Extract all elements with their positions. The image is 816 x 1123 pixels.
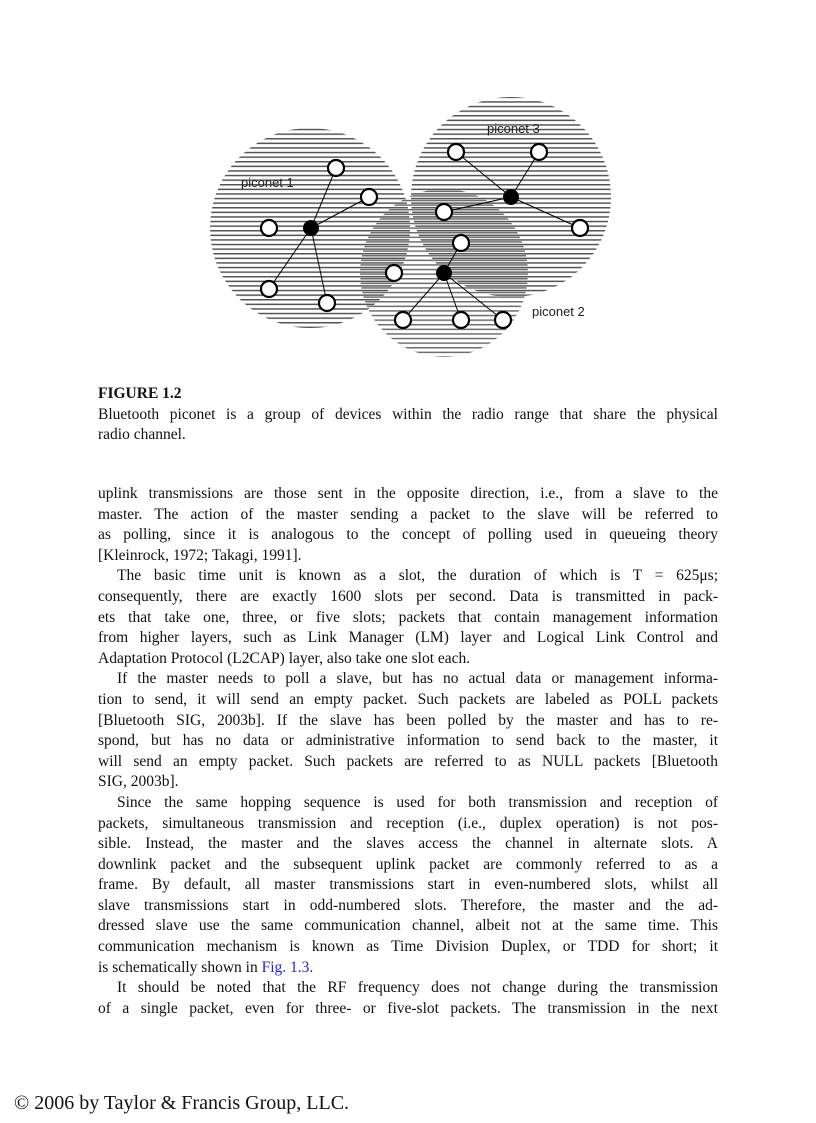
text-line: [98, 958, 718, 979]
text-line: SIG, 2003b].: [98, 773, 179, 791]
text-line: will send an empty packet. Such packets are referred to as NULL packets [Bluetooth: [98, 752, 718, 770]
text-line: from higher layers, such as Link Manager (LM) layer and Logical Link Control and: [98, 629, 718, 647]
text-line: [Kleinrock, 1972; Takagi, 1991].: [98, 546, 302, 564]
text-line: Since the same hopping sequence is used for both transmission and reception of: [117, 793, 718, 811]
text-line: consequently, there are exactly 1600 slots per second. Data is transmitted in pack-: [98, 587, 718, 605]
text-line: It should be noted that the RF frequency does not change during the transmission: [117, 979, 718, 997]
figure-number: FIGURE 1.2: [98, 385, 182, 402]
text-line: master. The action of the master sending a packet to the slave will be referred to: [98, 505, 718, 523]
piconet-3-label: piconet 3: [487, 121, 540, 136]
text-line: as polling, since it is analogous to the concept of polling used in queueing theory: [98, 526, 718, 544]
text-line: If the master needs to poll a slave, but has no actual data or management informa-: [117, 670, 718, 688]
text-line: tion to send, it will send an empty packet. Such packets are labeled as POLL packets: [98, 690, 718, 708]
text-line: packets, simultaneous transmission and reception (i.e., duplex operation) is not pos-: [98, 814, 718, 832]
text-line: slave transmissions start in odd-numbered slots. Therefore, the master and the ad-: [98, 896, 718, 914]
text-line: downlink packet and the subsequent uplink packet are commonly referred to as a: [98, 855, 718, 873]
text-line: [Bluetooth SIG, 2003b]. If the slave has been polled by the master and has to re-: [98, 711, 718, 729]
text-line: sible. Instead, the master and the slaves access the channel in alternate slots. A: [98, 835, 718, 853]
text-line: Adaptation Protocol (L2CAP) layer, also take one slot each.: [98, 649, 471, 667]
text-line: ets that take one, three, or five slots; packets that contain management information: [98, 608, 718, 626]
caption-line: radio channel.: [98, 426, 186, 444]
text-line: The basic time unit is known as a slot, the duration of which is T = 625μs;: [117, 567, 718, 585]
text-span: is schematically shown in: [98, 958, 262, 976]
text-line: of a single packet, even for three- or five-slot packets. The transmission in the next: [98, 999, 718, 1017]
figure-reference-link[interactable]: Fig. 1.3.: [261, 958, 314, 976]
piconet-figure: [0, 0, 816, 380]
piconet-2-label: piconet 2: [532, 304, 585, 319]
text-line: uplink transmissions are those sent in the opposite direction, i.e., from a slave to the: [98, 485, 718, 502]
text-line: communication mechanism is known as Time Division Duplex, or TDD for short; it: [98, 938, 718, 956]
text-line: dressed slave use the same communication channel, albeit not at the same time. This: [98, 917, 718, 935]
text-line: spond, but has no data or administrative information to send back to the master, it: [98, 732, 718, 750]
body-text: [98, 484, 718, 1019]
copyright-footer: © 2006 by Taylor & Francis Group, LLC.: [14, 1092, 350, 1114]
text-line: frame. By default, all master transmissions start in even-numbered slots, whilst all: [98, 876, 718, 894]
piconet-1-label: piconet 1: [241, 175, 294, 190]
figure-caption: [98, 384, 718, 446]
caption-line: Bluetooth piconet is a group of devices within the radio range that share the physical: [98, 405, 718, 423]
